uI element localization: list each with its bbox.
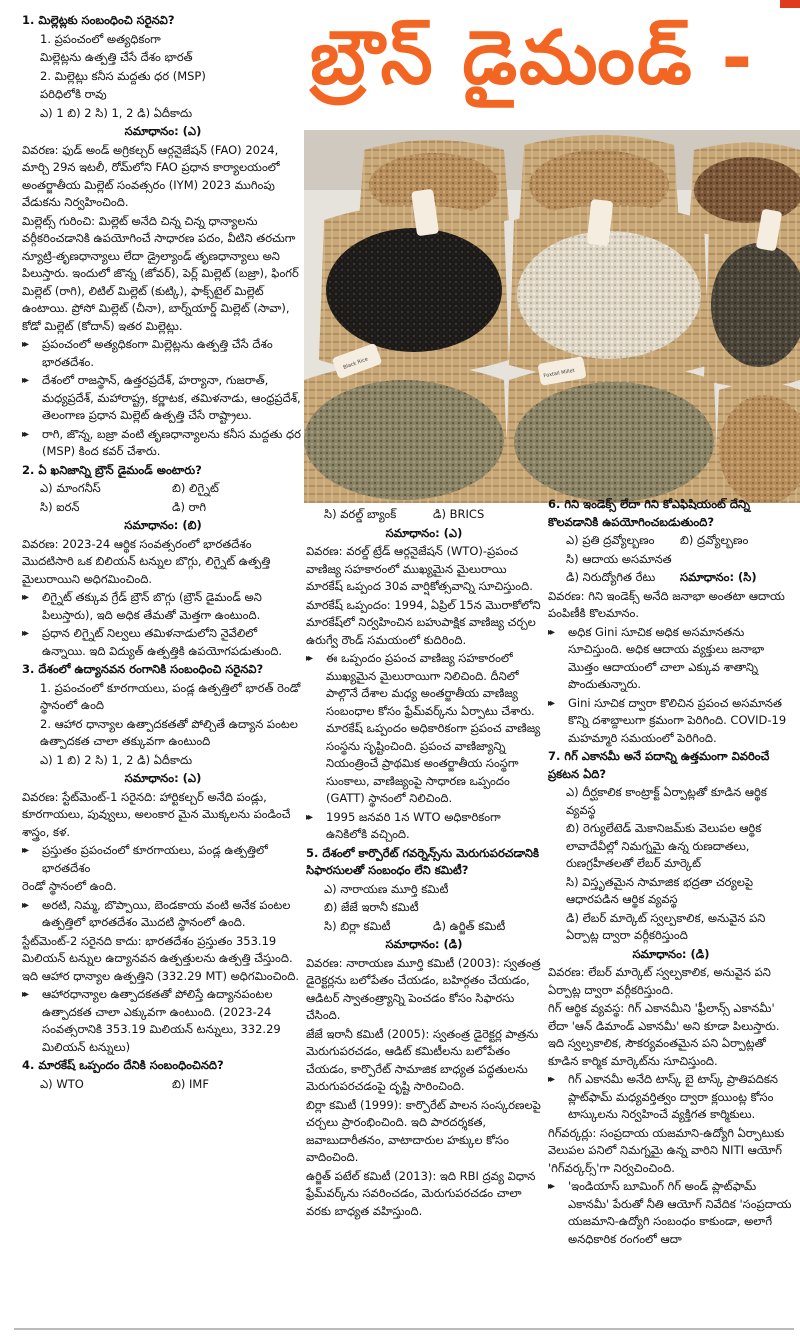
option-line: ఎ) 1 బి) 2 సి) 1, 2 డి) ఏదీకాదు — [40, 105, 193, 120]
column-middle — [306, 506, 542, 1221]
question: 7. గిగ్ ఎకానమీ అనే పదాన్ని ఉత్తమంగా వివరించే ప్రకటన ఏది? — [548, 749, 770, 781]
option-text: ఎ) ప్రతి ద్రవ్యోల్బణం — [566, 533, 655, 547]
page-title: బ్రౌన్ డైమండ్ - — [310, 15, 755, 101]
answer-line: సమాధానం: (డి) — [632, 946, 710, 961]
bullet-point: ▸▸ రాగి, జొన్న, బజ్రా వంటి తృణధాన్యాలను కనీస మద్దతు ధర (MSP) కింద కవర్ చేశారు. — [22, 426, 304, 461]
grain-label-text: Black Rice — [342, 356, 369, 371]
option-text: బి) లిగ్నైట్ — [172, 481, 219, 495]
bullet-point: ▸▸ ఈ ఒప్పందం ప్రపంచ వాణిజ్య సహకారంలో ముఖ్యమైన మైలురాయిగా నిలిచింది. దీనిలో పాల్గొనే దేశాల మధ్య అంతర్జాతీయ వాణిజ్య సంబంధాల కోసం ఫ్రేమ్‌వర్క్‌ను ఏర్పాటు చేశారు. మారకేష్ ఒప్పందం అధికారికంగా ప్రపంచ వాణిజ్య సంస్థను సృష్టించింది. ప్రపంచ వాణిజ్యాన్ని నియంత్రించే ప్రాథమిక అంతర్జాతీయ సంస్థగా సుంకాలు, వాణిజ్యంపై సాధారణ ఒప్పందం (GATT) స్థానంలో నిలిచింది. — [306, 650, 542, 808]
option-line: 2. ఆహార ధాన్యాల ఉత్పాదకతతో పోల్చితే ఉద్యాన పంటల ఉత్పాదకత చాలా తక్కువగా ఉంటుంది — [40, 716, 298, 748]
grain-label-text: Foxtail Millet — [543, 367, 576, 380]
question: 4. మారకేష్ ఒప్పందం దేనికి సంబంధించినది? — [22, 1058, 224, 1072]
option-text: బి) IMF — [172, 1076, 209, 1091]
option-line: ఎ) దీర్ఘకాలిక కాంట్రాక్ట్ ఏర్పాట్లతో కూడిన ఆర్థిక వ్యవస్థ — [566, 785, 767, 817]
question: 6. గిని ఇండెక్స్ లేదా గిని కోఎఫిషియంట్ దేన్ని కొలవడానికి ఉపయోగించబడుతుంది? — [548, 497, 751, 529]
option-row — [22, 499, 304, 517]
paragraph: వివరణ: నారాయణ మూర్తి కమిటీ (2003): స్వతంత్ర డైరెక్టర్లను బలోపేతం చేయడం, బహిర్గతం చేయడం, ఆడిటర్ స్వాతంత్ర్యాన్ని పెంచడం కోసం సిఫారసు చేసింది. — [306, 955, 541, 1022]
bullet-point: ▸▸ ప్రపంచంలో అత్యధికంగా మిల్లెట్లను ఉత్పత్తి చేసే దేశం భారతదేశం. — [22, 336, 304, 371]
answer-line: సమాధానం: (బి) — [124, 518, 202, 532]
option-text: డి) ఉర్జిత్ కమిటీ — [433, 918, 506, 933]
bullet-point: ▸▸ లిగ్నైట్ తక్కువ గ్రేడ్ బ్రౌన్ బొగ్గు (బ్రౌన్ డైమండ్ అని పిలుస్తారు), ఇది అధిక తేమతో మెత్తగా ఉంటుంది. — [22, 589, 304, 624]
bullet-point: ▸▸ 1995 జనవరి 1న WTO అధికారికంగా ఉనికిలోకి వచ్చింది. — [306, 809, 542, 844]
option-text: డి) నిరుద్యోగిత రేటు — [566, 570, 656, 584]
question: 1. మిల్లెట్లకు సంబంధించి సరైనవి? — [22, 13, 175, 27]
answer-line: సమాధానం: (ఎ) — [385, 525, 463, 540]
paragraph: వివరణ: ఫుడ్ అండ్ అగ్రికల్చర్ ఆర్గనైజేషన్ (FAO) 2024, మార్చి 29న ఇటలీ, రోమ్‌లోని FAO ప్రధాన కార్యాలయంలో అంతర్జాతీయ మిల్లెట్ సంవత్సరం (IYM) 2023 ముగింపు వేడుకను నిర్వహించింది. — [22, 142, 280, 209]
question: 3. దేశంలో ఉద్యానవన రంగానికి సంబంధించి సరైనవి? — [22, 662, 264, 676]
bullet-point: ▸▸ ఆహారధాన్యాల ఉత్పాదకతతో పోలిస్తే ఉద్యానపంటల ఉత్పాదకత చాలా ఎక్కువగా ఉంటుంది. (2023-24 సంవత్సరానికి 353.19 మిలియన్ టన్నులు, 332.29 మిలియన్ టన్నులు) — [22, 986, 304, 1056]
option-line: సి) విస్తృతమైన సామాజిక భద్రతా చర్యలపై ఆధారపడిన ఆర్థిక వ్యవస్థ — [566, 874, 754, 906]
question: 5. దేశంలో కార్పొరేట్ గవర్నెన్స్‌ను మెరుగుపరచడానికి సిఫారసులతో సంబంధం లేని కమిటీ? — [306, 845, 539, 877]
option-line: మిల్లెట్లను ఉత్పత్తి చేసే దేశం భారత్ — [40, 50, 193, 64]
option-text: ఎ) మాంగనీస్ — [40, 481, 101, 495]
option-row — [22, 1076, 304, 1094]
paragraph: వివరణ: 2023-24 ఆర్థిక సంవత్సరంలో భారతదేశం మొదటిసారి ఒక బిలియన్ టన్నుల బొగ్గు, లిగ్నైట్ ఉత్పత్తి మైలురాయిని అధిగమించింది. — [22, 536, 271, 586]
option-text: ఎ) WTO — [40, 1076, 84, 1091]
paragraph: వివరణ: వరల్డ్ ట్రేడ్ ఆర్గనైజేషన్ (WTO)-ప్రపంచ వాణిజ్య సహకారంలో ముఖ్యమైన మైలురాయి మారకేష్ ఒప్పంద 30వ వార్షికోత్సవాన్ని సూచిస్తుంది. — [306, 544, 533, 593]
bullet-point: ▸▸ 'ఇండియాస్ బూమింగ్ గిగ్ అండ్ ప్లాట్‌ఫామ్ ఎకానమీ' పేరుతో నీతి ఆయోగ్ నివేదిక 'సంప్రదాయ యజమాని-ఉద్యోగి సంబంధం కాకుండా, అలాగే అనధికారిక రంగంలో ఆదా — [548, 1178, 794, 1248]
paragraph: వివరణ: లేబర్ మార్కెట్ స్వల్పకాలిక, అనువైన పని ఏర్పాట్ల ద్వారా వర్గీకరిస్తుంది. — [548, 965, 771, 997]
column-left — [22, 12, 304, 1094]
option-text: బి) ద్రవ్యోల్బణం — [680, 533, 749, 547]
paragraph: బిర్లా కమిటీ (1999): కార్పొరేట్ పాలన సంస్కరణలపై చర్చలు ప్రారంభించింది. ఇది పారదర్శకత, జవాబుదారీతనం, వాటాదారుల హక్కుల కోసం వాదించింది. — [306, 1097, 541, 1164]
option-line: 1. ప్రపంచంలో కూరగాయలు, పండ్ల ఉత్పత్తిలో భారత్ రెండో స్థానంలో ఉంది — [40, 680, 301, 712]
option-line: 2. మిల్లెట్లు కనీస మద్దతు ధర (MSP) — [40, 68, 206, 83]
option-row — [306, 506, 542, 524]
millet-baskets-photo — [304, 130, 800, 503]
bullet-point: ▸▸ అరటి, నిమ్మ, బొప్పాయి, బెండకాయ వంటి అనేక పంటల ఉత్పత్తిలో భారతదేశం మొదటి స్థానంలో ఉంది. — [22, 897, 304, 932]
option-line: ఎ) నారాయణ మూర్తి కమిటీ — [324, 881, 449, 896]
paragraph: జేజే ఇరానీ కమిటీ (2005): స్వతంత్ర డైరెక్టర్ల పాత్రను మెరుగుపరచడం, ఆడిట్ కమిటీలను బలోపేతం చేయడం, కార్పొరేట్ సామాజిక బాధ్యత పద్ధతులను మెరుగుపరచడంపై దృష్టి సారించింది. — [306, 1026, 539, 1093]
option-text: సి) వరల్డ్ బ్యాంక్ — [324, 507, 397, 521]
option-line: పరిధిలోకి రావు — [40, 87, 107, 101]
option-text: డి) రాగి — [172, 499, 207, 514]
corner-accent — [780, 0, 800, 8]
option-text: సి) ఐరన్ — [40, 499, 80, 514]
paragraph: గిగ్‌వర్కర్లు: సంప్రదాయ యజమాని-ఉద్యోగి ఏర్పాటుకు వెలుపల పనిలో నిమగ్నమై ఉన్న వారిని NITI ఆయోగ్ 'గిగ్‌వర్కర్స్'గా నిర్వచించింది. — [548, 1125, 785, 1175]
answer-line: సమాధానం: (డి) — [385, 937, 463, 951]
bullet-point: ▸▸ ప్రస్తుతం ప్రపంచంలో కూరగాయలు, పండ్ల ఉత్పత్తిలో భారతదేశం — [22, 842, 304, 877]
option-line: డి) లేబర్ మార్కెట్ స్వల్పకాలిక, అనువైన పని ఏర్పాట్ల ద్వారా వర్గీకరిస్తుంది — [566, 910, 766, 942]
option-line: 1. ప్రపంచంలో అత్యధికంగా — [40, 31, 161, 46]
bottom-rule — [14, 1328, 794, 1330]
paragraph: వివరణ: స్టేట్‌మెంట్-1 సరైనది: హార్టికల్చర్ అనేది పండ్లు, కూరగాయలు, పువ్వులు, అలంకార మైన మొక్కలను పండించే శాస్త్రం, కళ. — [22, 789, 291, 839]
option-row — [22, 480, 304, 498]
paragraph: ఉర్జిత్ పటేల్ కమిటీ (2013): ఇది RBI ద్రవ్య విధాన ఫ్రేమ్‌వర్క్‌ను సవరించడం, మెరుగుపరచడం చాలా వరకు బాధ్యత వహిస్తుంది. — [306, 1168, 536, 1218]
bullet-point: ▸▸ Gini సూచిక ద్వారా కొలిచిన ప్రపంచ అసమానత కొన్ని దశాబ్దాలుగా క్రమంగా పెరిగింది. COVID-19 మహమ్మారి సమయంలో పెరిగింది. — [548, 695, 794, 748]
option-line: బి) రెగ్యులేటెడ్ మెకానిజమ్‌కు వెలుపల ఆర్థిక లావాదేవీల్లో నిమగ్నమై ఉన్న రుణదాతలు, రుణగ్రహీతలతో లేబర్ మార్కెట్ — [566, 821, 762, 870]
option-row — [548, 569, 794, 587]
bullet-point: ▸▸ అధిక Gini సూచిక అధిక అసమానతను సూచిస్తుంది. అధిక ఆదాయ వ్యక్తులు జనాభా మొత్తం ఆదాయంలో చాలా ఎక్కువ శాతాన్ని పొందుతున్నారు. — [548, 624, 794, 694]
option-line: సి) ఆదాయ అసమానత — [566, 551, 672, 566]
paragraph: రెండో స్థానంలో ఉంది. — [22, 879, 117, 893]
question: 2. ఏ ఖనిజాన్ని బ్రౌన్ డైమండ్ అంటారు? — [22, 462, 202, 477]
paragraph: మారకేష్ ఒప్పందం: 1994, ఏప్రిల్ 15న మొరాకోలోని మారకేష్‌లో నిర్వహించిన బహుపాక్షిక వాణిజ్య చర్చల ఉరుగ్వే రౌండ్ సమయంలో కుదిరింది. — [306, 597, 541, 647]
option-text: సి) బిర్లా కమిటీ — [324, 918, 391, 933]
answer-line: సమాధానం: (ఎ) — [124, 124, 202, 138]
option-text: డి) BRICS — [433, 507, 485, 521]
bullet-point: ▸▸ ప్రధాన లిగ్నైట్ నిల్వలు తమిళనాడులోని నైవేలిలో ఉన్నాయి. ఇది విద్యుత్ ఉత్పత్తికి ఉపయోగపడుతుంది. — [22, 625, 304, 660]
answer-line: సమాధానం: (ఎ) — [124, 771, 202, 785]
option-row — [306, 918, 542, 936]
paragraph: వివరణ: గిని ఇండెక్స్ అనేది జనాభా అంతటా ఆదాయ పంపిణీకి కొలమానం. — [548, 588, 785, 620]
option-line: బి) జేజే ఇరానీ కమిటీ — [324, 900, 419, 914]
paragraph: మిల్లెట్స్ గురించి: మిల్లెట్ అనేది చిన్న చిన్న ధాన్యాలను వర్గీకరించడానికి ఉపయోగించే సాధారణ పదం, వీటిని తరచుగా న్యూట్రి-తృణధాన్యాలు లేదా డ్రైల్యాండ్ తృణధాన్యాలు అని పిలుస్తారు. ఇందులో జొన్న (జోవర్), పెర్ల్ మిల్లెట్ (బజ్రా), ఫింగర్ మిల్లెట్ (రాగి), లిటిల్ మిల్లెట్ (కుట్కి), ఫాక్స్‌టైల్ మిల్లెట్ ఉంటాయి. ప్రోసో మిల్లెట్ (చీనా), బార్న్‌యార్డ్ మిల్లెట్ (సావా), కోడో మిల్లెట్ (కోదాన్) ఇతర మిల్లెట్లు. — [22, 213, 299, 333]
bullet-point: ▸▸ గిగ్ ఎకానమీ అనేది టాస్క్ బై టాస్క్ ప్రాతిపదికన ప్లాట్‌ఫామ్ మధ్యవర్తిత్వం ద్వారా క్లయింట్ల కోసం టాస్కులను నిర్వహించే వ్యక్తిగత కార్మికులు. — [548, 1071, 794, 1124]
bullet-point: ▸▸ దేశంలో రాజస్థాన్, ఉత్తరప్రదేశ్, హర్యానా, గుజరాత్, మధ్యప్రదేశ్, మహారాష్ట్ర, కర్ణాటక, తమిళనాడు, ఆంధ్రప్రదేశ్, తెలంగాణ ప్రధాన మిల్లెట్ ఉత్పత్తి చేసే రాష్ట్రాలు. — [22, 372, 304, 425]
column-right — [548, 496, 794, 1249]
paragraph: గిగ్ ఆర్థిక వ్యవస్థ: గిగ్ ఎకానమీని 'ఫ్రీలాన్స్ ఎకానమీ' లేదా 'ఆన్ డిమాండ్ ఎకానమీ' అని కూడా పిలుస్తారు. ఇది స్వల్పకాలిక, సౌకర్యవంతమైన పని ఏర్పాట్లతో కూడిన కార్మిక మార్కెట్‌ను సూచిస్తుంది. — [548, 1001, 780, 1068]
option-line: ఎ) 1 బి) 2 సి) 1, 2 డి) ఏదీకాదు — [40, 752, 193, 767]
option-row — [548, 532, 794, 550]
paragraph: స్టేట్‌మెంట్-2 సరైనది కాదు: భారతదేశం ప్రస్తుతం 353.19 మిలియన్ టన్నుల ఉద్యానవన ఉత్పత్తులను ఉత్పత్తి చేస్తుంది. ఇది ఆహార ధాన్యాల ఉత్పత్తిని (332.29 MT) అధిగమించింది. — [22, 933, 300, 983]
option-text: సమాధానం: (సి) — [680, 570, 757, 584]
